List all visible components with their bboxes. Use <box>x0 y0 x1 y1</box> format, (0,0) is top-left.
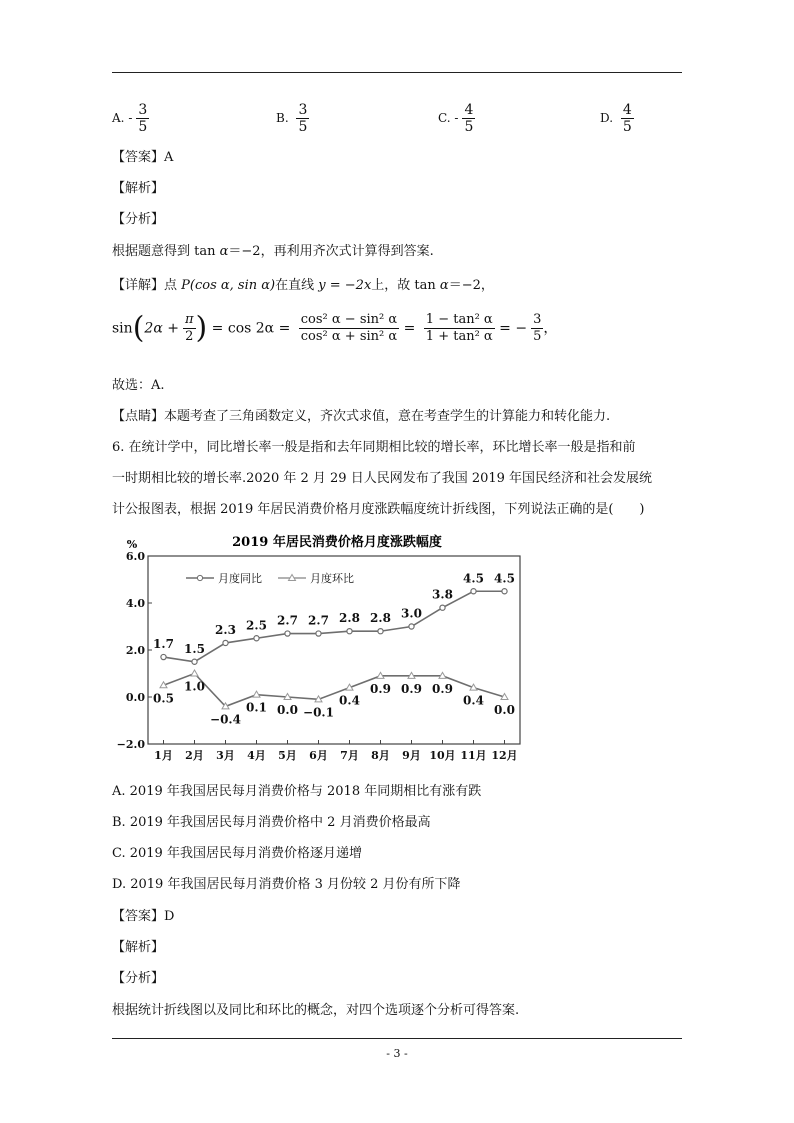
q6-option-c: C. 2019 年我国居民每月消费价格逐月递增 <box>112 846 362 861</box>
q5-comment: 【点睛】本题考查了三角函数定义，齐次式求值，意在考查学生的计算能力和转化能力. <box>112 409 611 424</box>
chart-series <box>153 571 515 726</box>
yoy-data-label: 3.0 <box>401 606 422 621</box>
yoy-point <box>347 629 352 634</box>
yoy-data-label: 4.5 <box>494 571 515 586</box>
q5-option-d-fraction: $\frac{4}{5}$ <box>622 102 632 135</box>
mom-data-label: 0.0 <box>494 703 515 717</box>
q6-fenxi: 【分析】 <box>112 971 165 986</box>
mom-data-label: 0.4 <box>463 693 484 708</box>
mom-data-label: 0.1 <box>246 700 267 715</box>
mom-data-label: 0.0 <box>277 703 298 717</box>
q5-option-b-fraction: $\frac{3}{5}$ <box>298 102 308 135</box>
q5-option-c: C. - $\frac{4}{5}$ <box>438 102 474 135</box>
yoy-data-label: 2.8 <box>339 611 360 626</box>
yoy-data-label: 3.8 <box>432 587 453 602</box>
yoy-data-label: 2.8 <box>370 611 391 626</box>
mom-data-label: 0.9 <box>370 681 391 696</box>
x-tick-label: 8月 <box>371 749 390 762</box>
x-tick-label: 2月 <box>185 749 204 762</box>
yoy-data-label: 1.7 <box>153 637 174 652</box>
footer-rule <box>112 1038 682 1039</box>
header-rule <box>112 72 682 73</box>
q5-detail: 【详解】点 P(cos α, sin α)在直线 y = −2x上，故 tan α＝−2， <box>112 278 494 293</box>
x-tick-label: 11月 <box>460 749 487 762</box>
yoy-point <box>378 629 383 634</box>
q6-analysis: 根据统计折线图以及同比和环比的概念，对四个选项逐个分析可得答案. <box>112 1003 520 1018</box>
y-tick-label: −2.0 <box>116 738 145 751</box>
q6-option-d: D. 2019 年我国居民每月消费价格 3 月份较 2 月份有所下降 <box>112 877 461 892</box>
legend-circle-marker <box>197 575 202 580</box>
q5-option-d: D. $\frac{4}{5}$ <box>600 102 632 135</box>
q5-option-a: A. - $\frac{3}{5}$ <box>112 102 148 135</box>
q5-fenxi: 【分析】 <box>112 212 165 227</box>
q5-option-b: B. $\frac{3}{5}$ <box>276 102 308 135</box>
x-tick-label: 6月 <box>309 749 328 762</box>
yoy-point <box>161 654 166 659</box>
y-tick-label: 2.0 <box>125 644 145 657</box>
q6-stem-line-2: 一时期相比较的增长率.2020 年 2 月 29 日人民网发布了我国 2019 年国民经济和社会发展统 <box>112 471 653 486</box>
q5-option-a-fraction: $\frac{3}{5}$ <box>138 102 148 135</box>
yoy-point <box>502 589 507 594</box>
yoy-data-label: 4.5 <box>463 571 484 586</box>
series-line-2 <box>164 674 505 707</box>
mom-data-label: 0.9 <box>401 681 422 696</box>
q5-option-c-fraction: $\frac{4}{5}$ <box>464 102 474 135</box>
q5-jiexi: 【解析】 <box>112 181 165 196</box>
yoy-point <box>440 605 445 610</box>
mom-data-label: 0.5 <box>153 691 174 706</box>
yoy-point <box>285 631 290 636</box>
legend-label-2: 月度环比 <box>310 572 354 585</box>
q6-option-a: A. 2019 年我国居民每月消费价格与 2018 年同期相比有涨有跌 <box>112 784 482 799</box>
q5-choose: 故选：A. <box>112 378 165 393</box>
q5-formula: sin(2α + $\frac{\pi}{2}$ ) = cos 2α = $\frac{\text{cos² α − sin² α}}{\text{cos² α + sin² α}}$ = $\frac{\text{1 − tan² α}}{\text{1 + tan² α}}$ = − $\frac{3}{5}$ ， <box>112 310 558 346</box>
chart-legend <box>186 571 354 585</box>
q6-stem-line-3: 计公报图表，根据 2019 年居民消费价格月度涨跌幅度统计折线图，下列说法正确的是( ) <box>112 502 645 517</box>
yoy-point <box>316 631 321 636</box>
cpi-line-chart <box>112 528 532 768</box>
q6-answer: 【答案】D <box>112 909 175 924</box>
x-tick-label: 12月 <box>491 749 518 762</box>
x-tick-label: 1月 <box>154 749 173 762</box>
mom-data-label: −0.1 <box>303 705 334 720</box>
yoy-data-label: 1.5 <box>184 641 205 656</box>
x-tick-label: 7月 <box>340 749 359 762</box>
x-tick-label: 4月 <box>247 749 266 762</box>
q6-option-b: B. 2019 年我国居民每月消费价格中 2 月消费价格最高 <box>112 815 431 830</box>
q6-jiexi: 【解析】 <box>112 940 165 955</box>
yoy-point <box>471 589 476 594</box>
yoy-point <box>409 624 414 629</box>
x-tick-label: 10月 <box>429 749 456 762</box>
q6-stem-line-1: 6. 在统计学中，同比增长率一般是指和去年同期相比较的增长率，环比增长率一般是指和前 <box>112 440 636 455</box>
yoy-data-label: 2.7 <box>308 613 329 628</box>
yoy-data-label: 2.7 <box>277 613 298 628</box>
yoy-point <box>254 636 259 641</box>
y-tick-label: 4.0 <box>125 597 145 610</box>
yoy-point <box>223 640 228 645</box>
q5-answer: 【答案】A <box>112 150 174 165</box>
chart-title: 2019 年居民消费价格月度涨跌幅度 <box>232 535 442 550</box>
page-number: - 3 - <box>386 1047 408 1060</box>
y-axis-unit: % <box>126 538 138 551</box>
x-tick-label: 5月 <box>278 749 297 762</box>
yoy-data-label: 2.5 <box>246 618 267 633</box>
mom-data-label: −0.4 <box>210 712 241 727</box>
mom-data-label: 0.4 <box>339 693 360 708</box>
mom-point <box>191 670 198 676</box>
mom-data-label: 1.0 <box>184 679 205 694</box>
yoy-point <box>192 659 197 664</box>
yoy-data-label: 2.3 <box>215 622 236 637</box>
x-tick-label: 3月 <box>216 749 235 762</box>
x-tick-label: 9月 <box>402 749 421 762</box>
mom-data-label: 0.9 <box>432 681 453 696</box>
legend-label-1: 月度同比 <box>218 572 262 585</box>
y-tick-label: 6.0 <box>125 550 145 563</box>
y-tick-label: 0.0 <box>125 691 145 704</box>
q5-analysis: 根据题意得到 tan α＝−2，再利用齐次式计算得到答案. <box>112 244 434 259</box>
